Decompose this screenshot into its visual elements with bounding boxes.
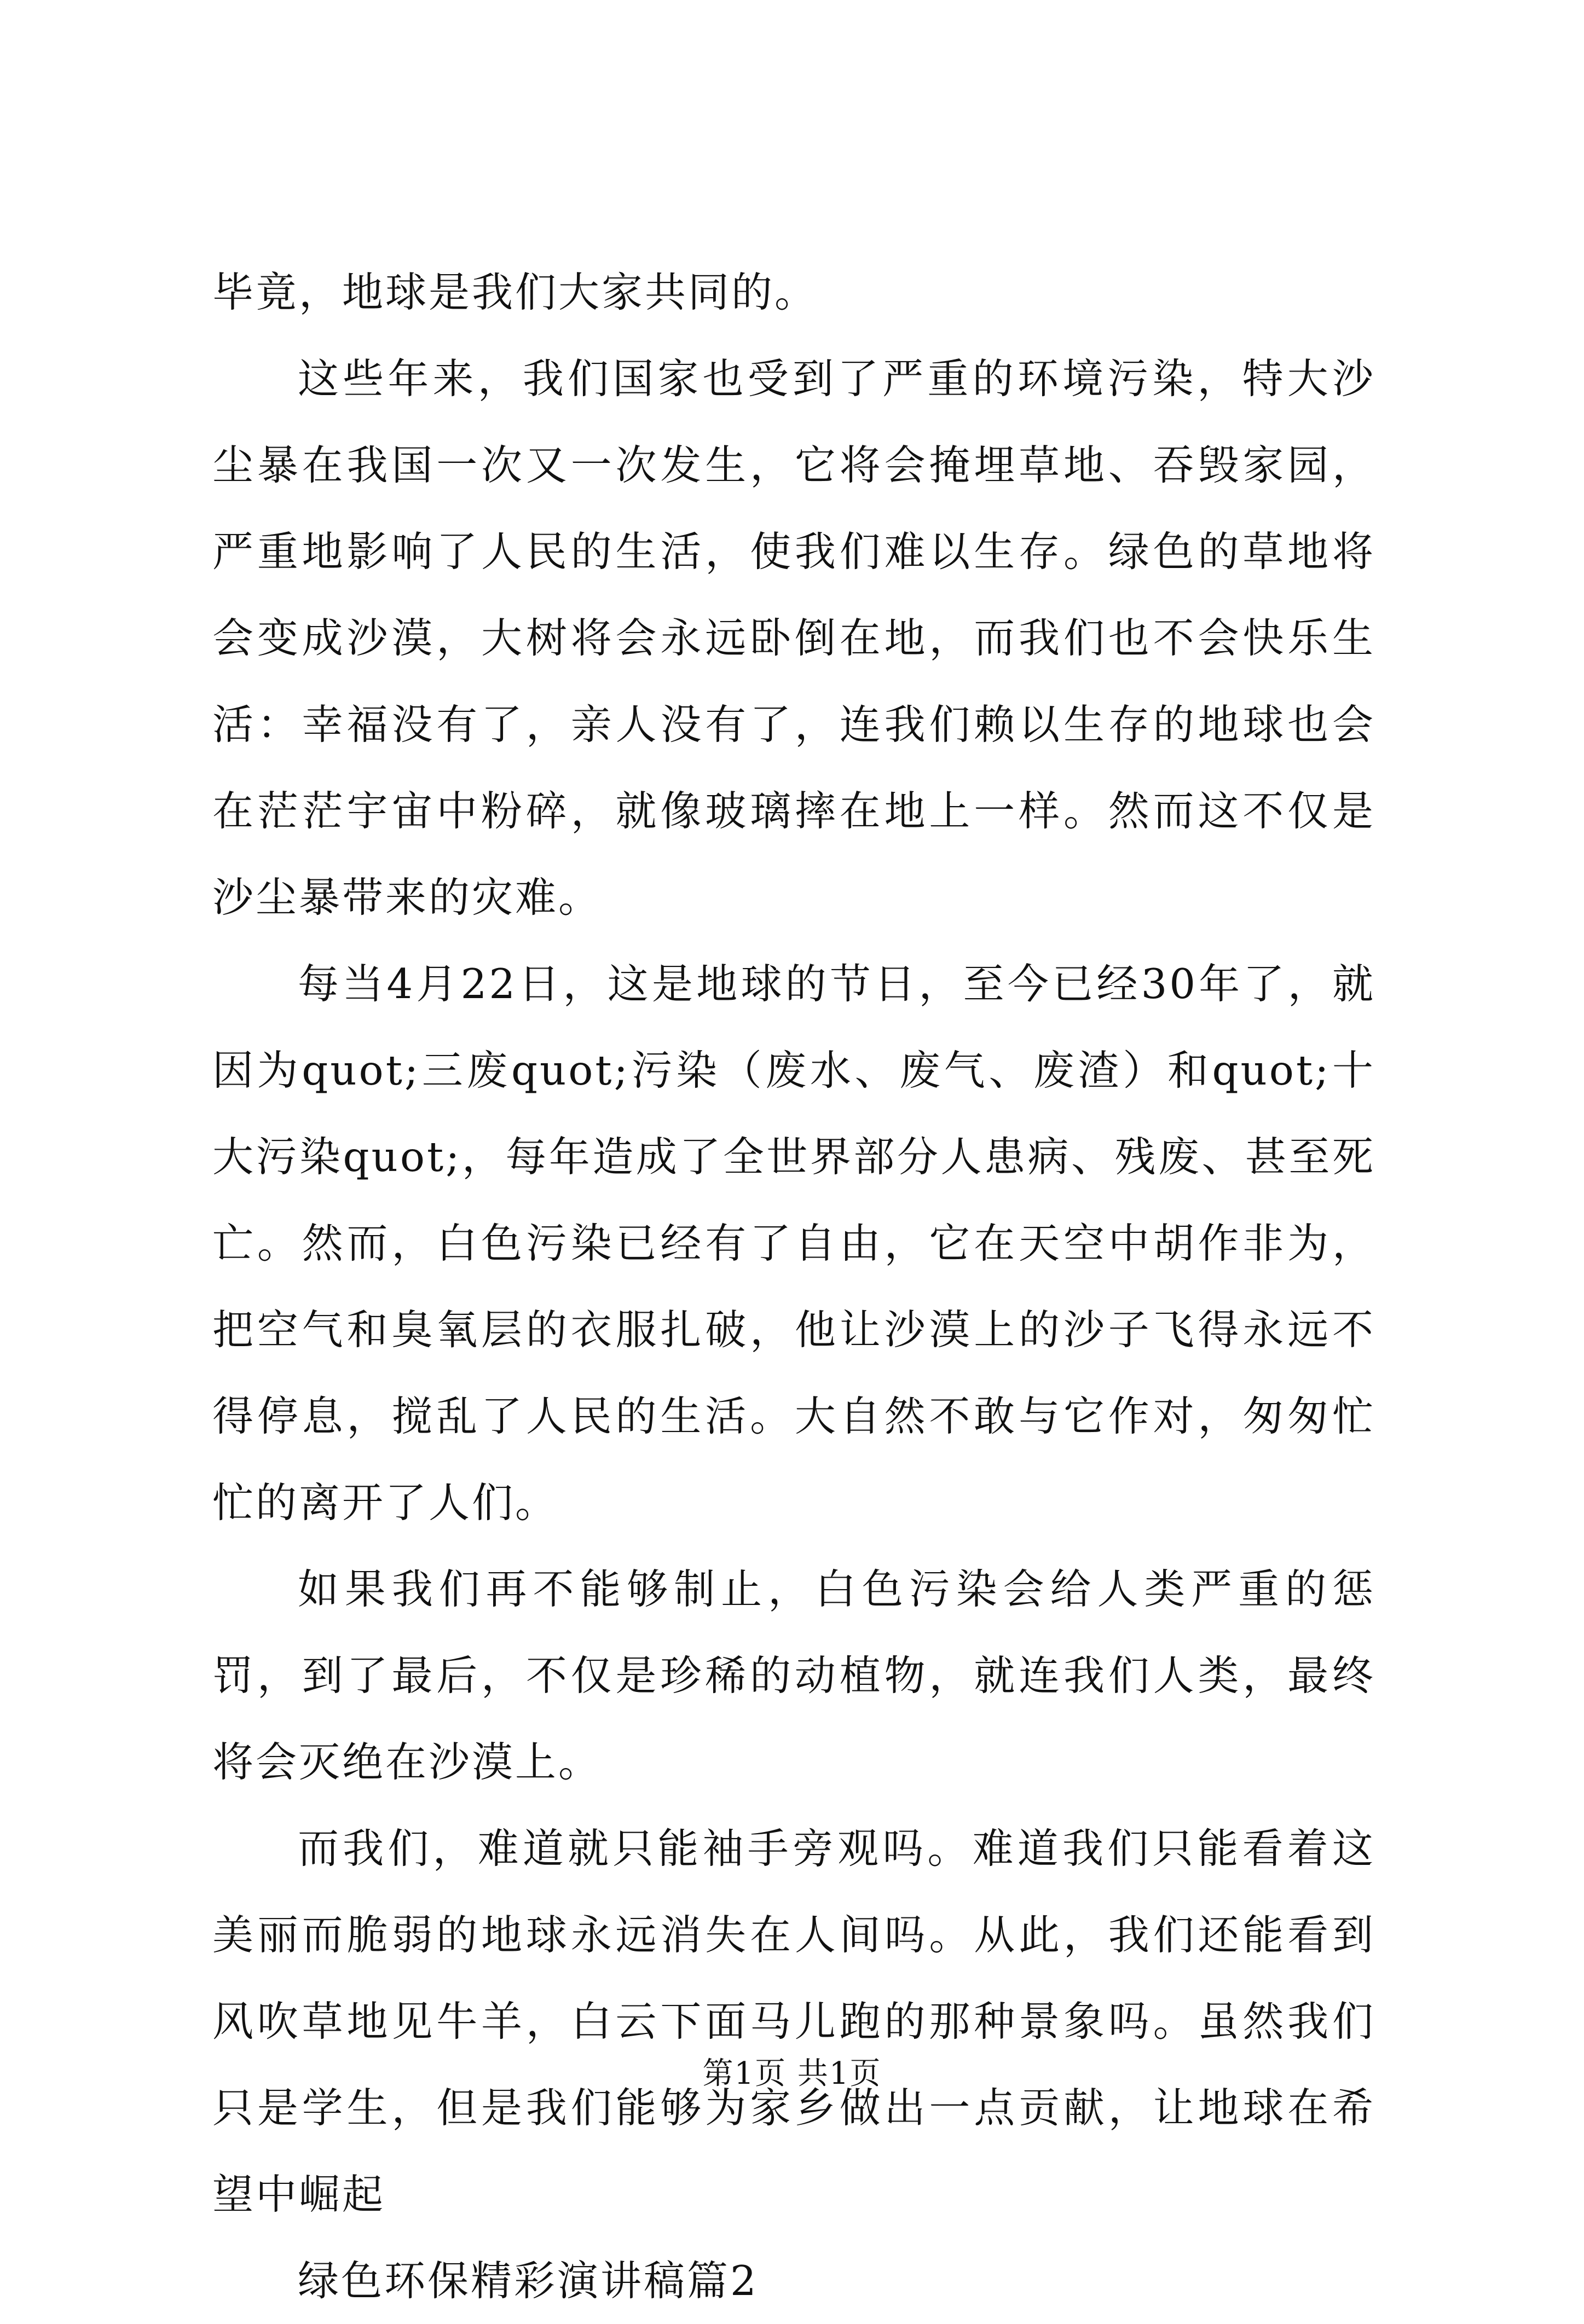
paragraph-continuation: 毕竟，地球是我们大家共同的。 — [212, 268, 818, 316]
document-body — [212, 249, 1375, 2324]
paragraph-earth-day: 每当4月22日，这是地球的节日，至今已经30年了，就因为quot;三废quot;污染（废水、废气、废渣）和quot;十大污染quot;，每年造成了全世界部分人患病、残废、甚至死亡。然而，白色污染已经有了自由，它在天空中胡作非为，把空气和臭氧层的衣服扎破，他让沙漠上的沙子飞得永远不得停息，搅乱了人民的生活。大自然不敢与它作对，匆匆忙忙的离开了人们。 — [212, 960, 1375, 1527]
next-article-title: 绿色环保精彩演讲稿篇2 — [298, 2257, 759, 2305]
page-footer: 第1页 共1页 — [702, 2056, 882, 2091]
paragraph-sandstorm: 这些年来，我们国家也受到了严重的环境污染，特大沙尘暴在我国一次又一次发生，它将会掩埋草地、吞毁家园，严重地影响了人民的生活，使我们难以生存。绿色的草地将会变成沙漠，大树将会永远卧倒在地，而我们也不会快乐生活：幸福没有了，亲人没有了，连我们赖以生存的地球也会在茫茫宇宙中粉碎，就像玻璃摔在地上一样。然而这不仅是沙尘暴带来的灾难。 — [212, 355, 1375, 922]
paragraph-warning: 如果我们再不能够制止，白色污染会给人类严重的惩罚，到了最后，不仅是珍稀的动植物，就连我们人类，最终将会灭绝在沙漠上。 — [212, 1565, 1375, 1786]
paragraph-call-to-action: 而我们，难道就只能袖手旁观吗。难道我们只能看着这美丽而脆弱的地球永远消失在人间吗。从此，我们还能看到风吹草地见牛羊，白云下面马儿跑的那种景象吗。虽然我们只是学生，但是我们能够为家乡做出一点贡献，让地球在希望中崛起 — [212, 1824, 1375, 2218]
